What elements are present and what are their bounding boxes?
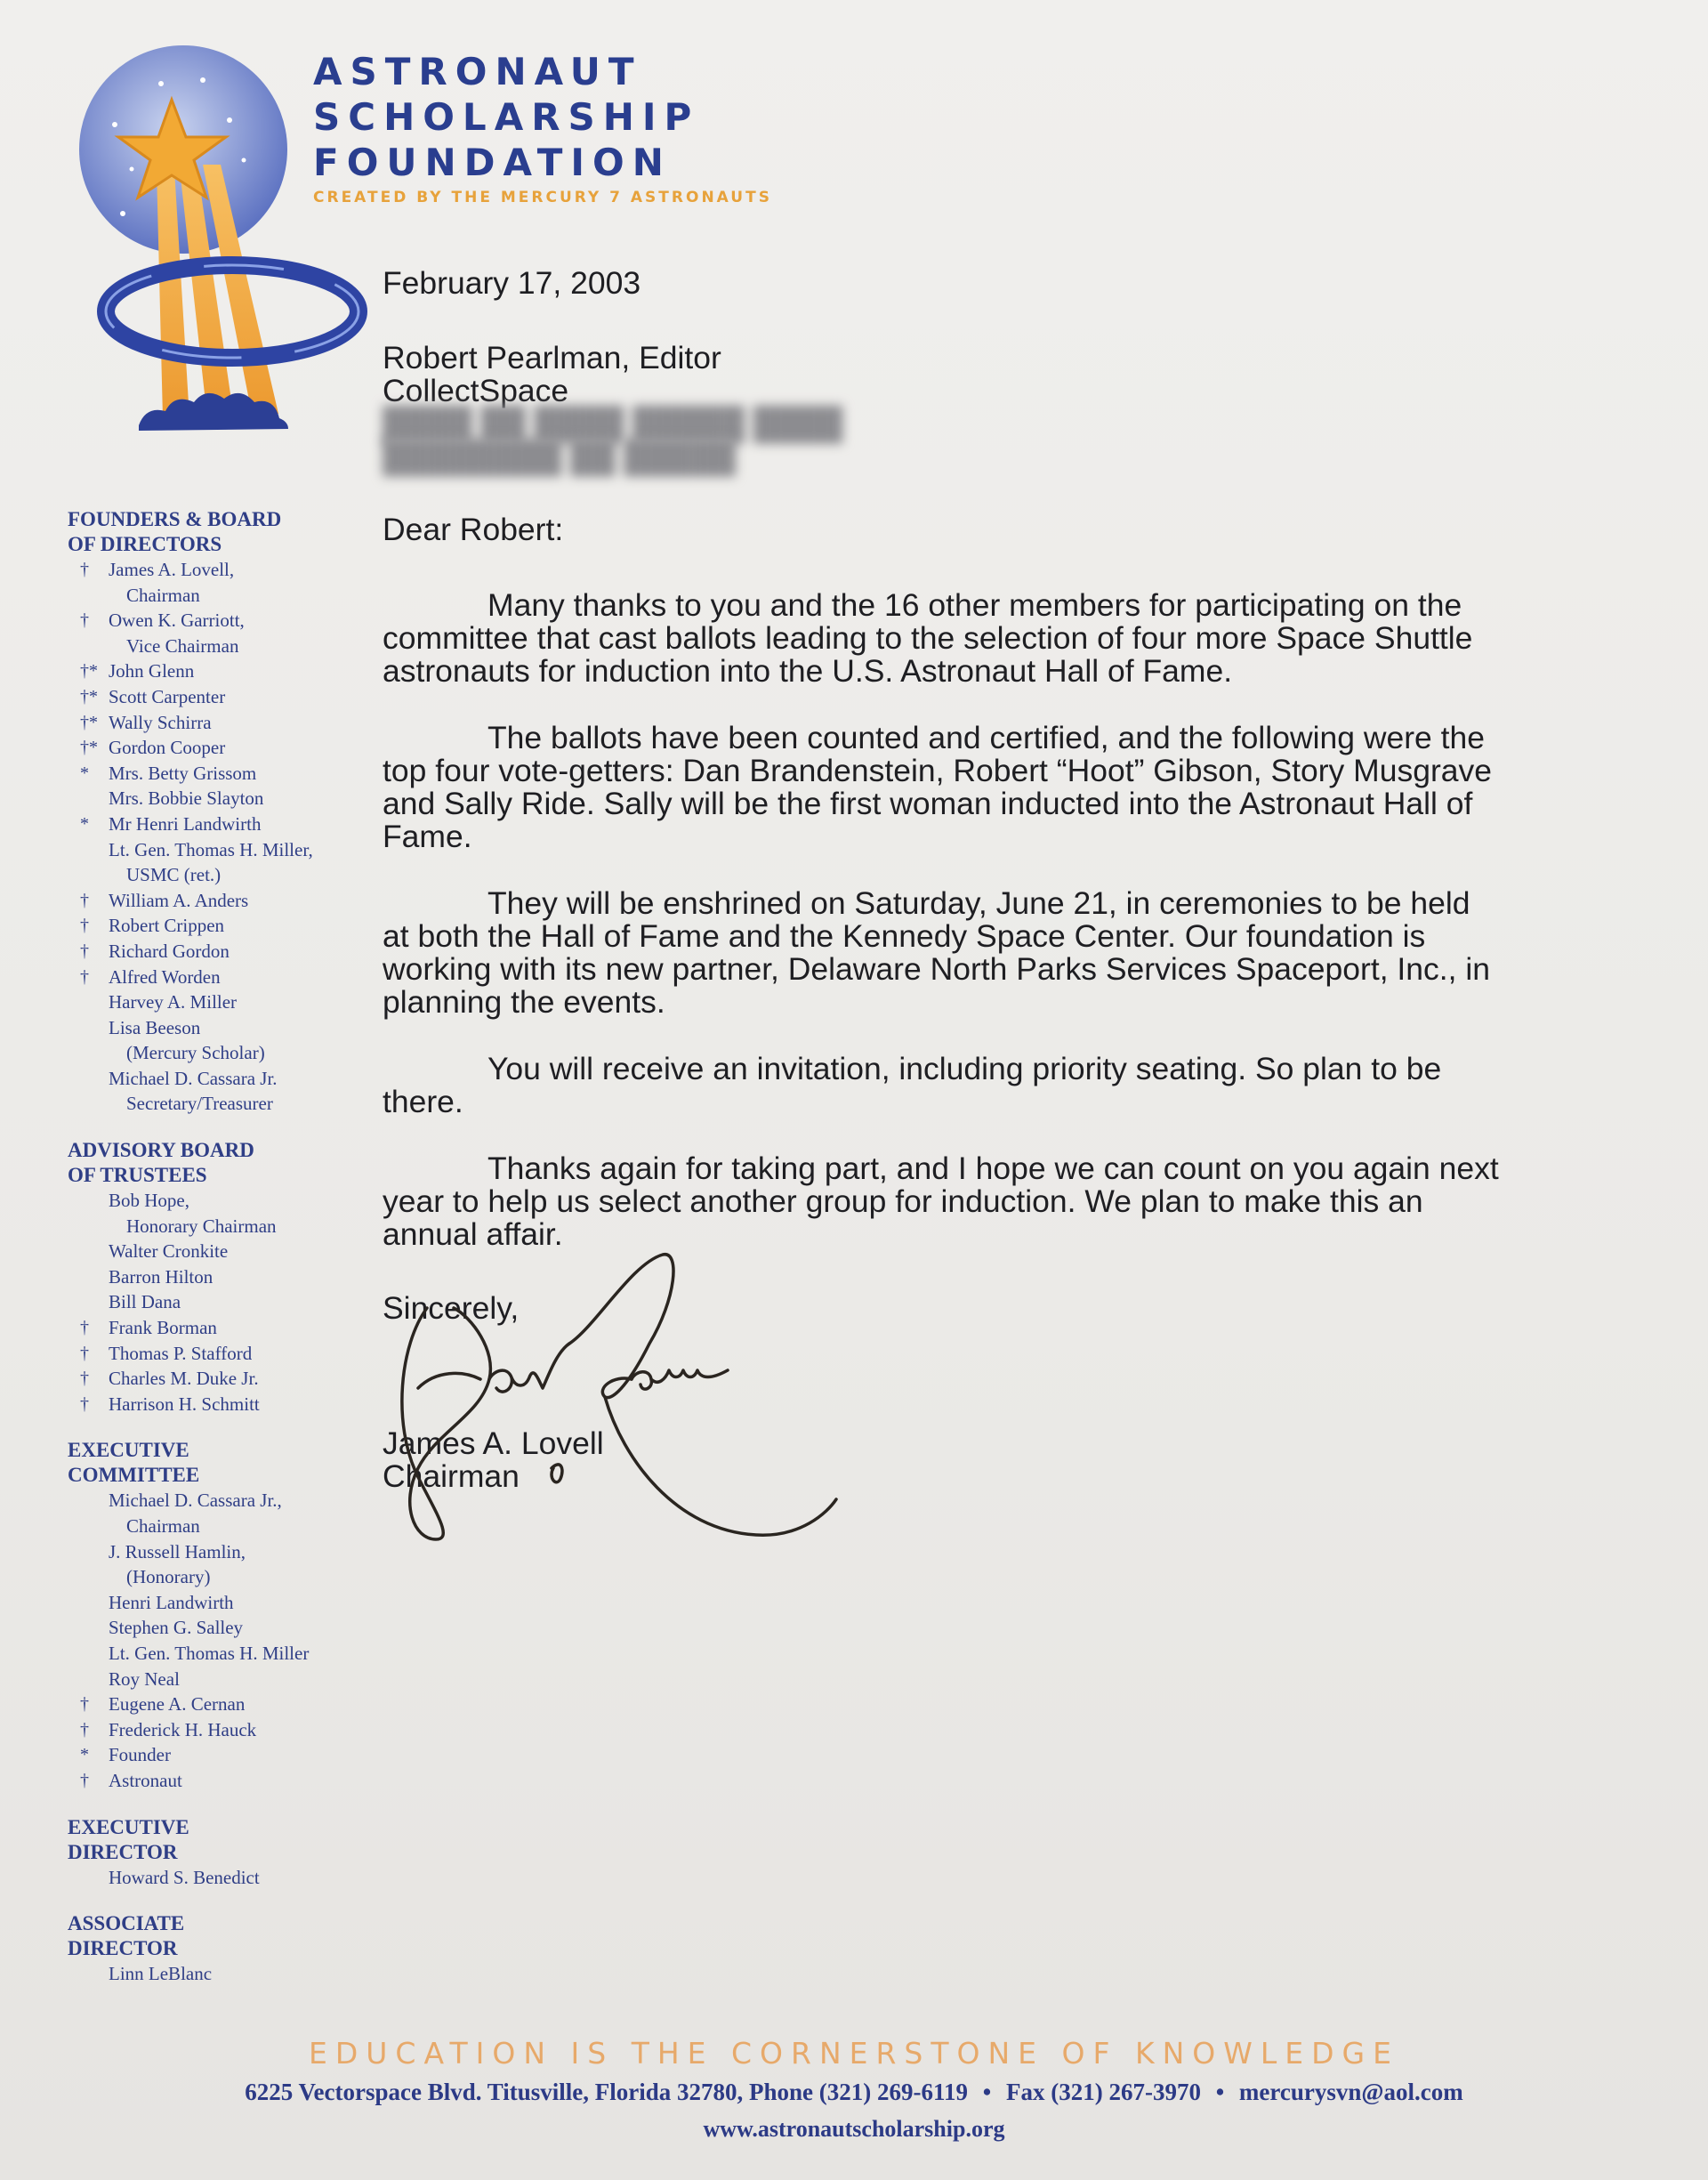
member-list [68,1865,370,1891]
footer-website: www.astronautscholarship.org [703,2116,1005,2142]
member-name: Chairman [126,1515,200,1537]
bullet-separator: • [1215,2079,1225,2105]
member-mark: † [80,560,89,579]
member-mark: † [80,941,89,961]
member-mark: † [80,1393,89,1414]
section-heading [68,507,370,557]
member-name: John Glenn [109,660,195,682]
member-name: Secretary/Treasurer [126,1093,273,1115]
member-entry [68,837,370,863]
member-mark: † [80,610,89,631]
member-name: Frederick H. Hauck [109,1718,257,1740]
member-entry [68,1040,370,1066]
member-name: Roy Neal [109,1667,180,1690]
member-name: Robert Crippen [109,915,225,937]
member-entry [68,1239,370,1264]
member-entry [68,1692,370,1717]
org-name-line: ASTRONAUT [313,50,642,93]
heading-line: OF DIRECTORS [68,533,222,555]
member-mark: * [80,813,89,834]
member-mark: † [80,1694,89,1715]
member-entry [68,1564,370,1590]
footer-email: mercurysvn@aol.com [1238,2079,1463,2105]
founders-section [68,507,370,1117]
member-name: Mr Henri Landwirth [109,812,262,835]
member-name: Honorary Chairman [126,1215,277,1237]
member-mark: †* [80,686,98,706]
redacted-address-line: ████████ ██ █████ [383,439,737,474]
member-name: Henri Landwirth [109,1591,234,1613]
member-name: Eugene A. Cernan [109,1693,246,1716]
member-name: Harvey A. Miller [109,991,238,1013]
member-name: Bill Dana [109,1291,181,1313]
section-heading [68,1911,370,1961]
member-name: (Honorary) [126,1566,211,1588]
member-mark: † [80,916,89,936]
letter-paragraph: The ballots have been counted and certified, and the following were the top four vote-getters: Dan Brandenstein, Robert “Hoot” Gibson, Story Musgrave and Sally Ride. Sally will be the first woman inducted into the Astronaut Hall of Fame. [383,720,1493,854]
member-entry [68,735,370,761]
member-name: Frank Borman [109,1317,217,1339]
member-name: Scott Carpenter [109,685,226,707]
member-name: Owen K. Garriott, [109,610,245,632]
member-mark: † [80,966,89,987]
member-name: Walter Cronkite [109,1240,229,1263]
member-entry [68,658,370,684]
org-name-line: FOUNDATION [313,141,672,184]
handwritten-signature [383,1246,863,1566]
member-mark: †* [80,738,98,758]
bullet-separator: • [982,2079,992,2105]
letter-paragraphs [383,589,1503,1285]
member-entry [68,913,370,939]
heading-line: DIRECTOR [68,1840,178,1863]
footer-contact-line [0,2079,1708,2106]
executive-director-section [68,1815,370,1891]
recipient-name: Robert Pearlman, Editor [383,340,721,375]
member-entry [68,1514,370,1539]
member-name: Astronaut [109,1769,182,1791]
member-name: Gordon Cooper [109,737,226,759]
member-name: Lisa Beeson [109,1016,201,1038]
member-entry [68,811,370,837]
member-name: Harrison H. Schmitt [109,1393,260,1415]
member-entry [68,1488,370,1514]
member-mark: †* [80,661,98,682]
footer-address: 6225 Vectorspace Blvd. Titusville, Florida 32780, [245,2079,744,2105]
heading-line: ADVISORY BOARD [68,1139,254,1162]
member-entry [68,862,370,888]
member-entry [68,1742,370,1768]
member-name: Vice Chairman [126,634,239,657]
member-name: Richard Gordon [109,940,230,962]
member-mark: †* [80,712,98,732]
executive-committee-section [68,1438,370,1793]
letter-paragraph: You will receive an invitation, including priority seating. So plan to be there. [383,1051,1442,1119]
org-name-block [313,49,811,206]
redacted-address-line: ████ ██ ████ █████ ████ [383,406,843,441]
heading-line: OF TRUSTEES [68,1164,207,1187]
member-entry [68,1392,370,1417]
member-entry [68,939,370,965]
member-entry [68,583,370,609]
member-entry [68,1289,370,1315]
heading-line: ASSOCIATE [68,1912,185,1935]
member-entry [68,1768,370,1794]
member-entry [68,1315,370,1341]
member-entry [68,557,370,583]
member-mark: † [80,1343,89,1363]
member-name: Barron Hilton [109,1265,214,1288]
associate-director-section [68,1911,370,1987]
org-tagline: CREATED BY THE MERCURY 7 ASTRONAUTS [313,189,772,206]
footer-motto: EDUCATION IS THE CORNERSTONE OF KNOWLEDGE [309,2036,1399,2071]
section-heading [68,1815,370,1865]
member-list [68,1188,370,1417]
member-entry [68,634,370,659]
member-entry [68,684,370,710]
member-entry [68,710,370,736]
member-entry [68,1717,370,1743]
member-entry [68,786,370,811]
member-mark: † [80,1719,89,1740]
member-mark: † [80,890,89,910]
member-name: Bob Hope, [109,1190,189,1212]
letter-paragraph: They will be enshrined on Saturday, June 21, in ceremonies to be held at both the Hall of Fame and the Kennedy Space Center. Our foundation is working with its new partner, Delaware North Parks Services Spaceport, Inc., in planning the events. [383,885,1490,1020]
member-name: Mrs. Betty Grissom [109,762,257,784]
member-entry [68,608,370,634]
footer-phone: Phone (321) 269-6119 [749,2079,969,2105]
member-name: Alfred Worden [109,965,221,988]
heading-line: COMMITTEE [68,1464,200,1487]
member-entry [68,1341,370,1367]
member-entry [68,1015,370,1041]
member-name: (Mercury Scholar) [126,1042,265,1064]
footer-fax: Fax (321) 267-3970 [1005,2079,1201,2105]
member-entry [68,1091,370,1117]
member-entry [68,761,370,787]
section-heading [68,1438,370,1488]
member-entry [68,1366,370,1392]
section-heading [68,1138,370,1188]
member-entry [68,1264,370,1290]
member-name: Linn LeBlanc [109,1963,213,1985]
heading-line: EXECUTIVE [68,1815,189,1838]
member-list [68,1961,370,1987]
member-mark: † [80,1770,89,1790]
member-mark: * [80,1745,89,1765]
member-name: J. Russell Hamlin, [109,1540,246,1562]
member-mark: † [80,1318,89,1338]
member-name: William A. Anders [109,889,249,911]
member-entry [68,1188,370,1214]
recipient-block [383,342,842,473]
member-name: Charles M. Duke Jr. [109,1368,259,1390]
member-name: Stephen G. Salley [109,1617,244,1639]
member-entry [68,1961,370,1987]
member-list [68,557,370,1117]
member-name: Wally Schirra [109,711,212,733]
member-entry [68,965,370,990]
closing: Sincerely, [383,1290,520,1326]
heading-line: DIRECTOR [68,1937,178,1960]
member-entry [68,1066,370,1092]
member-name: Lt. Gen. Thomas H. Miller [109,1642,310,1664]
member-entry [68,1641,370,1667]
heading-line: EXECUTIVE [68,1439,189,1462]
member-name: Mrs. Bobbie Slayton [109,787,264,810]
signer-name: James A. Lovell [383,1425,604,1461]
member-name: Founder [109,1744,171,1766]
member-entry [68,1590,370,1616]
member-name: Thomas P. Stafford [109,1342,253,1364]
recipient-org: CollectSpace [383,373,569,408]
member-entry [68,1214,370,1239]
member-list [68,1488,370,1793]
member-name: Chairman [126,584,200,606]
letter-paragraph: Many thanks to you and the 16 other members for participating on the committee that cast ballots leading to the selection of four more Space Shuttle astronauts for induction into the U.S. Astronaut Hall of Fame. [383,587,1473,689]
heading-line: FOUNDERS & BOARD [68,508,282,530]
member-entry [68,1539,370,1565]
member-name: Michael D. Cassara Jr., [109,1490,282,1512]
letter-date: February 17, 2003 [383,265,641,301]
member-name: Michael D. Cassara Jr. [109,1067,278,1089]
member-name: Lt. Gen. Thomas H. Miller, [109,838,313,860]
member-mark: * [80,763,89,783]
member-entry [68,989,370,1015]
member-name: Howard S. Benedict [109,1866,260,1888]
board-sidebar [68,507,370,2008]
member-name: James A. Lovell, [109,559,235,580]
member-entry [68,1865,370,1891]
member-entry [68,1667,370,1692]
advisory-section [68,1138,370,1417]
member-entry [68,1615,370,1641]
salutation: Dear Robert: [383,512,564,547]
member-name: USMC (ret.) [126,864,222,886]
signer-title: Chairman [383,1458,520,1494]
letter-paragraph: Thanks again for taking part, and I hope we can count on you again next year to help us select another group for induction. We plan to make this an annual affair. [383,1151,1499,1252]
org-name-line: SCHOLARSHIP [313,95,700,139]
member-entry [68,888,370,914]
member-mark: † [80,1369,89,1389]
